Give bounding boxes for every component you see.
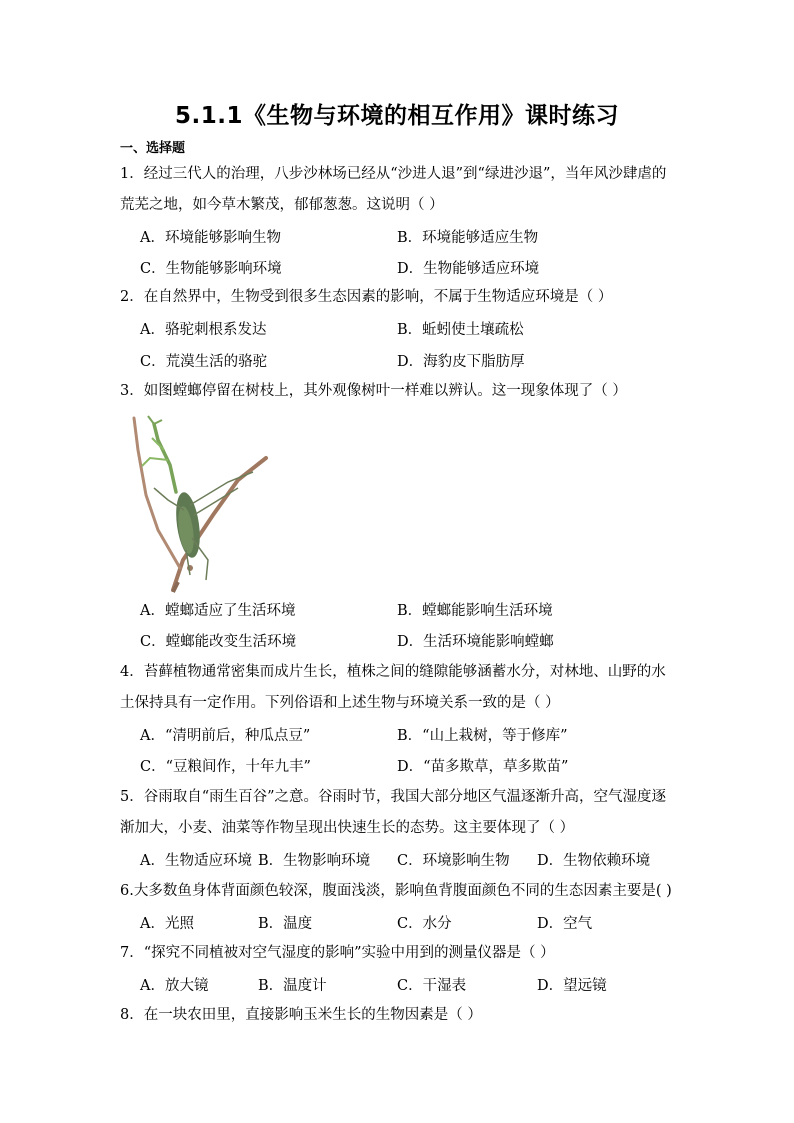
q1-option-c: C．生物能够影响环境	[140, 261, 282, 277]
q7-option-a: A．放大镜	[140, 978, 209, 994]
q5-option-d: D．生物依赖环境	[537, 853, 651, 869]
mantis-icon	[128, 410, 273, 595]
q2-option-a: A．骆驼刺根系发达	[140, 322, 267, 338]
q6-option-a: A．光照	[140, 916, 194, 932]
q6-option-d: D．空气	[537, 916, 593, 932]
q7-option-c: C．干湿表	[397, 978, 467, 994]
question-4-stem: 4．苔藓植物通常密集而成片生长，植株之间的缝隙能够涵蓄水分，对林地、山野的水土保持具有一定作用。下列俗语和上述生物与环境关系一致的是（ ）	[120, 664, 666, 711]
q5-option-a: A．生物适应环境	[140, 853, 252, 869]
question-8-stem: 8．在一块农田里，直接影响玉米生长的生物因素是（ ）	[120, 1007, 482, 1023]
q4-option-d: D．“苗多欺草，草多欺苗”	[397, 759, 569, 775]
question-3-stem: 3．如图螳螂停留在树枝上，其外观像树叶一样难以辨认。这一现象体现了（ ）	[120, 383, 627, 399]
q6-option-b: B．温度	[258, 916, 313, 932]
question-2-stem: 2．在自然界中，生物受到很多生态因素的影响，不属于生物适应环境是（ ）	[120, 289, 613, 305]
q7-option-b: B．温度计	[258, 978, 327, 994]
q4-option-c: C．“豆粮间作，十年九丰”	[140, 759, 311, 775]
q1-option-b: B．环境能够适应生物	[397, 230, 539, 246]
q1-option-a: A．环境能够影响生物	[140, 230, 281, 246]
q6-option-c: C．水分	[397, 916, 452, 932]
q7-option-d: D．望远镜	[537, 978, 607, 994]
q2-option-b: B．蚯蚓使土壤疏松	[397, 322, 524, 338]
question-1-stem: 1．经过三代人的治理，八步沙林场已经从“沙进人退”到“绿进沙退”，当年风沙肆虐的荒芜之地，如今草木繁茂，郁郁葱葱。这说明（ ）	[120, 166, 667, 213]
q5-option-c: C．环境影响生物	[397, 853, 510, 869]
q3-option-c: C．螳螂能改变生活环境	[140, 634, 297, 650]
question-7-stem: 7．“探究不同植被对空气湿度的影响”实验中用到的测量仪器是（ ）	[120, 945, 555, 961]
q3-option-d: D．生活环境能影响螳螂	[397, 634, 554, 650]
q3-option-a: A．螳螂适应了生活环境	[140, 603, 296, 619]
question-6-stem: 6.大多数鱼身体背面颜色较深，腹面浅淡，影响鱼背腹面颜色不同的生态因素主要是( )	[120, 883, 672, 899]
question-5-stem: 5．谷雨取自“雨生百谷”之意。谷雨时节，我国大部分地区气温逐渐升高，空气湿度逐渐加大，小麦、油菜等作物呈现出快速生长的态势。这主要体现了（ ）	[120, 789, 667, 836]
q4-option-a: A．“清明前后，种瓜点豆”	[140, 728, 311, 744]
page-title: 5.1.1《生物与环境的相互作用》课时练习	[175, 103, 619, 129]
q2-option-d: D．海豹皮下脂肪厚	[397, 354, 525, 370]
q5-option-b: B．生物影响环境	[258, 853, 371, 869]
q4-option-b: B．“山上栽树，等于修库”	[397, 728, 568, 744]
section-heading: 一、选择题	[120, 141, 186, 156]
q2-option-c: C．荒漠生活的骆驼	[140, 354, 268, 370]
q1-option-d: D．生物能够适应环境	[397, 261, 540, 277]
q3-option-b: B．螳螂能影响生活环境	[397, 603, 553, 619]
